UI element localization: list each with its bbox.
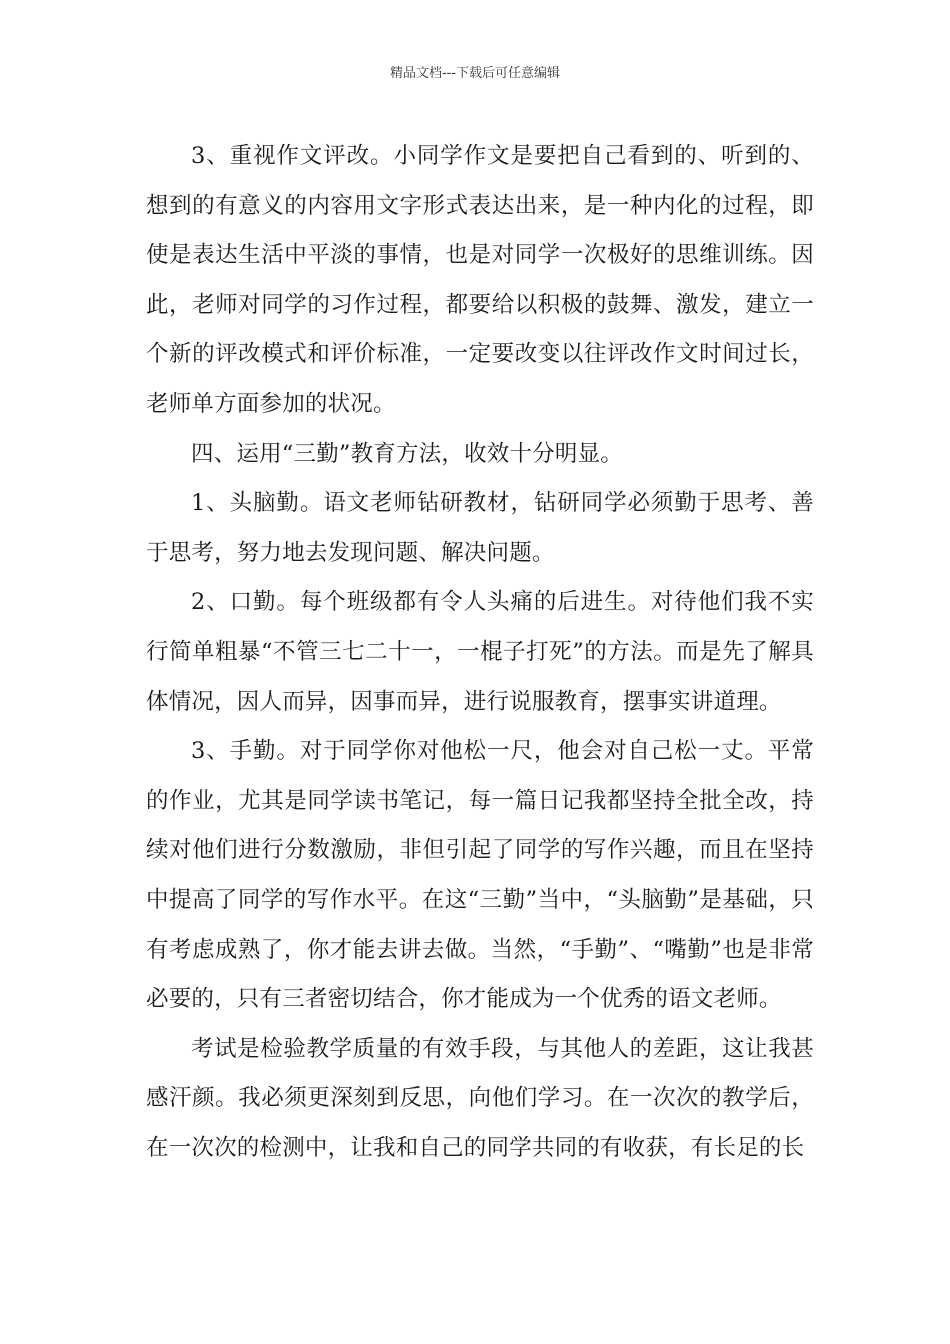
paragraph-mouth-diligence: 2、口勤。每个班级都有令人头痛的后进生。对待他们我不实行简单粗暴“不管三七二十一，一棍子打死”的方法。而是先了解具体情况，因人而异，因事而异，进行说服教育，摆事实讲道理。 <box>146 589 814 715</box>
paragraph-exam-reflection: 考试是检验教学质量的有效手段，与其他人的差距，这让我甚感汗颜。我必须更深刻到反思，向他们学习。在一次次的教学后，在一次次的检测中，让我和自己的同学共同的有收获，有长足的长 <box>146 1035 814 1161</box>
paragraph-hand-diligence: 3、手勤。对于同学你对他松一尺，他会对自己松一丈。平常的作业，尤其是同学读书笔记，每一篇日记我都坚持全批全改，持续对他们进行分数激励，非但引起了同学的写作兴趣，而且在坚持中提高了同学的写作水平。在这“三勤”当中，“头脑勤”是基础，只有考虑成熟了，你才能去讲去做。当然，“手勤”、“嘴勤”也是非常必要的，只有三者密切结合，你才能成为一个优秀的语文老师。 <box>146 738 814 1013</box>
section-heading-three-diligences: 四、运用“三勤”教育方法，收效十分明显。 <box>191 440 624 467</box>
page-header: 精品文档---下载后可任意编辑 <box>389 66 561 81</box>
paragraph-mind-diligence: 1、头脑勤。语文老师钻研教材，钻研同学必须勤于思考、善于思考，努力地去发现问题、解决问题。 <box>146 490 814 566</box>
document-body <box>146 132 814 1173</box>
paragraph-composition-review: 3、重视作文评改。小同学作文是要把自己看到的、听到的、想到的有意义的内容用文字形式表达出来，是一种内化的过程，即使是表达生活中平淡的事情，也是对同学一次极好的思维训练。因此，老师对同学的习作过程，都要给以积极的鼓舞、激发，建立一个新的评改模式和评价标准，一定要改变以往评改作文时间过长，老师单方面参加的状况。 <box>146 143 814 417</box>
